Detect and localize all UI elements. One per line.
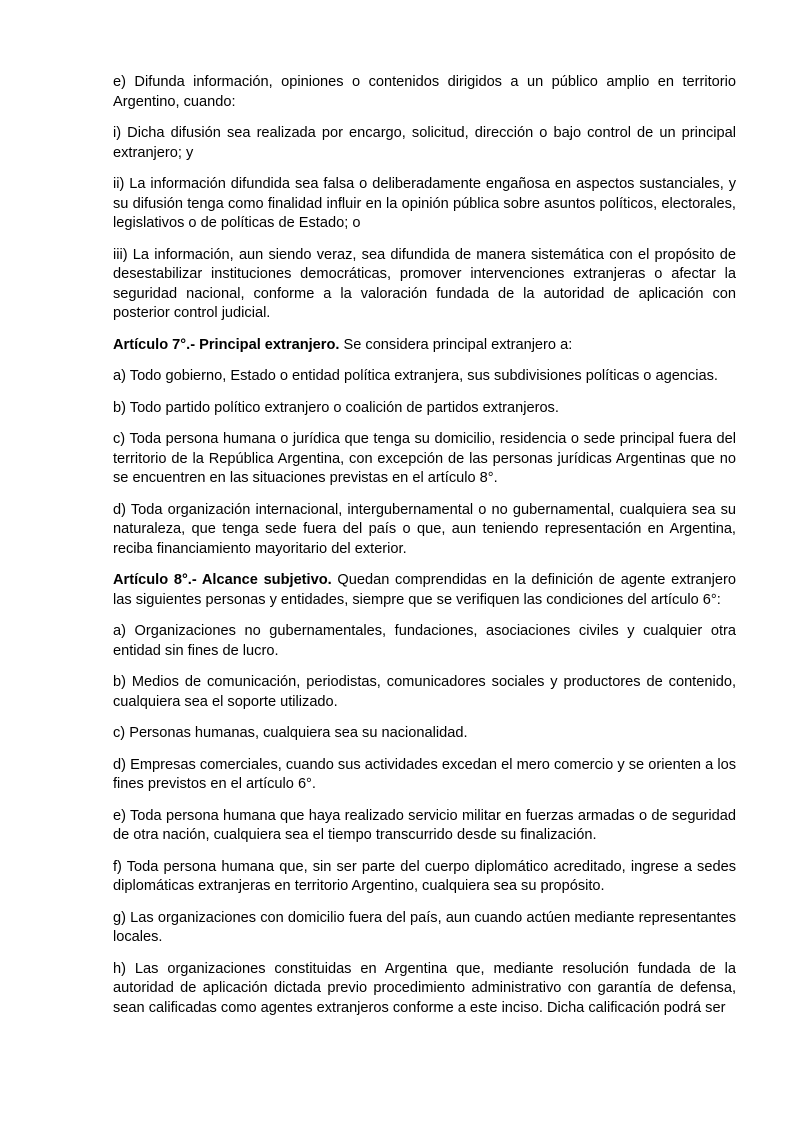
article-8-item-f: f) Toda persona humana que, sin ser parte del cuerpo diplomático acreditado, ingrese a sedes diplomáticas extranjeras en territorio Argentino, cualquiera sea su propósito. <box>113 858 736 894</box>
article-8-item-h: h) Las organizaciones constituidas en Argentina que, mediante resolución fundada de la autoridad de aplicación dictada previo procedimiento administrativo con garantía de defensa, sean calificadas como agentes extranjeros conforme a este inciso. Dicha calificación podrá ser <box>113 960 736 1016</box>
article-8-item-d: d) Empresas comerciales, cuando sus actividades excedan el mero comercio y se orienten a los fines previstos en el artículo 6°. <box>113 756 736 792</box>
article-8-item-g: g) Las organizaciones con domicilio fuera del país, aun cuando actúen mediante representantes locales. <box>113 909 736 945</box>
article-7-item-c: c) Toda persona humana o jurídica que tenga su domicilio, residencia o sede principal fuera del territorio de la República Argentina, con excepción de las personas jurídicas Argentinas que no se encuentren en las situaciones previstas en el artículo 8°. <box>113 431 736 486</box>
paragraph-item-e: e) Difunda información, opiniones o contenidos dirigidos a un público amplio en territorio Argentino, cuando: <box>113 74 736 110</box>
article-7-item-a: a) Todo gobierno, Estado o entidad política extranjera, sus subdivisiones políticas o agencias. <box>113 368 718 384</box>
article-7-header-paragraph <box>113 336 736 356</box>
document-page <box>113 73 736 1030</box>
paragraph-item-e-iii: iii) La información, aun siendo veraz, sea difundida de manera sistemática con el propósito de desestabilizar instituciones democráticas, promover intervenciones extranjeras o afectar la seguridad nacional, conforme a la valoración fundada de la autoridad de aplicación con posterior control judicial. <box>113 246 736 321</box>
article-8-item-b: b) Medios de comunicación, periodistas, comunicadores sociales y productores de contenido, cualquiera sea el soporte utilizado. <box>113 674 736 710</box>
paragraph-item-e-ii: ii) La información difundida sea falsa o deliberadamente engañosa en aspectos sustanciales, y su difusión tenga como finalidad influir en la opinión pública sobre asuntos políticos, electorales, legislativos o de políticas de Estado; o <box>113 176 736 231</box>
article-8-heading: Artículo 8°.- Alcance subjetivo. <box>113 572 332 588</box>
article-8-item-c: c) Personas humanas, cualquiera sea su nacionalidad. <box>113 725 468 741</box>
article-8-item-a: a) Organizaciones no gubernamentales, fundaciones, asociaciones civiles y cualquier otra entidad sin fines de lucro. <box>113 623 736 659</box>
article-7-item-d: d) Toda organización internacional, intergubernamental o no gubernamental, cualquiera sea su naturaleza, que tenga sede fuera del país o que, aun teniendo representación en Argentina, reciba financiamiento mayoritario del exterior. <box>113 501 736 557</box>
paragraph-item-e-i: i) Dicha difusión sea realizada por encargo, solicitud, dirección o bajo control de un principal extranjero; y <box>113 125 736 161</box>
article-8-intro: Quedan comprendidas en la definición de agente extranjero las siguientes personas y entidades, siempre que se verifiquen las condiciones del artículo 6°: <box>113 572 736 608</box>
article-7-heading: Artículo 7°.- Principal extranjero. <box>113 336 340 353</box>
article-8-header-paragraph <box>113 571 736 610</box>
article-7-intro: Se considera principal extranjero a: <box>339 336 573 353</box>
article-8-item-e: e) Toda persona humana que haya realizado servicio militar en fuerzas armadas o de seguridad de otra nación, cualquiera sea el tiempo transcurrido desde su finalización. <box>113 807 736 843</box>
article-7-item-b: b) Todo partido político extranjero o coalición de partidos extranjeros. <box>113 399 559 416</box>
